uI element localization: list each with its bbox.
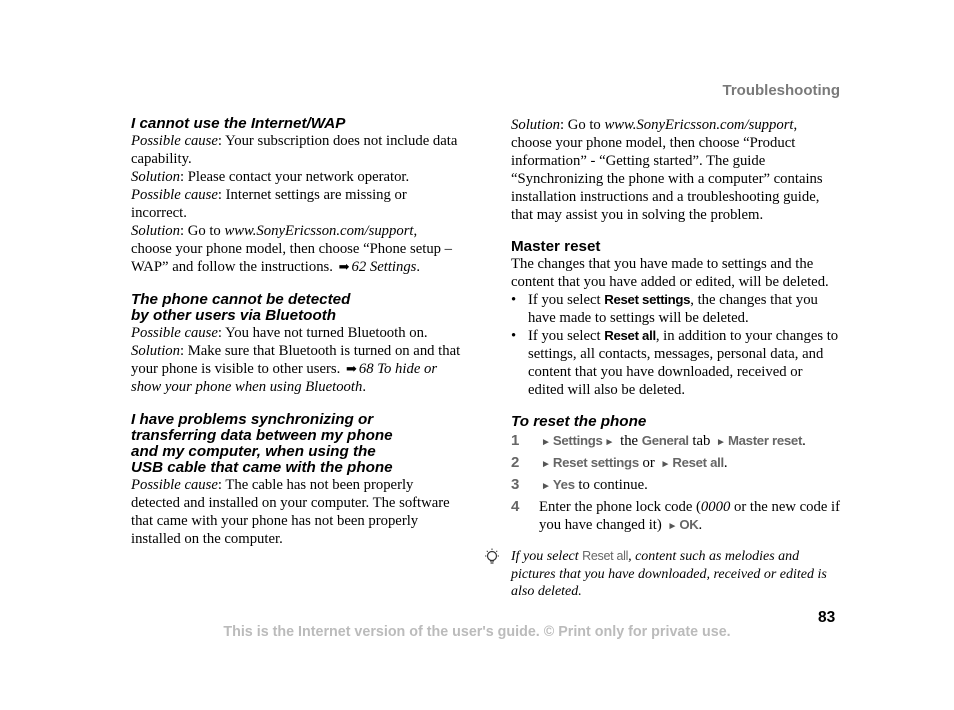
text: : The cable has not been properly detected and installed on your computer. The software that came with your phone has not been properly installed on the computer. xyxy=(131,477,450,547)
section-heading-master-reset: Master reset xyxy=(511,238,601,255)
menu-term: Reset all xyxy=(604,328,656,343)
menu-arrow-icon: ► xyxy=(716,437,726,448)
list-item xyxy=(511,291,841,327)
text: tab xyxy=(688,433,715,449)
section-heading-internet: I cannot use the Internet/WAP xyxy=(131,115,346,132)
lightbulb-tip-icon xyxy=(483,548,511,601)
step-number: 3 xyxy=(511,476,520,493)
text: to continue. xyxy=(574,477,648,493)
text: If you select xyxy=(511,549,583,564)
tip-text xyxy=(511,548,841,601)
text: : Go to xyxy=(179,223,225,239)
text: . xyxy=(723,455,728,471)
text: or xyxy=(638,455,659,471)
internet-cause-1 xyxy=(131,132,461,168)
section-heading-sync xyxy=(131,412,461,476)
bluetooth-solution xyxy=(131,342,461,396)
label: Solution xyxy=(131,343,180,359)
text: . xyxy=(802,433,806,449)
master-reset-intro: The changes that you have made to settings and the content that you have added or edited, will be deleted. xyxy=(511,256,829,290)
menu-arrow-icon: ► xyxy=(667,521,678,532)
menu-term: General xyxy=(641,433,689,448)
step-item xyxy=(511,476,841,496)
list-item xyxy=(511,327,841,399)
step-item xyxy=(511,454,841,474)
right-arrow-reference-icon: ➡ xyxy=(338,259,350,274)
label: Possible cause xyxy=(131,477,218,493)
heading-line: The phone cannot be detected xyxy=(131,291,351,308)
menu-arrow-icon: ► xyxy=(604,437,615,448)
text: Enter the phone lock code ( xyxy=(539,499,701,515)
text: : Make sure that Bluetooth is turned on and that your phone is visible to other users. xyxy=(131,343,461,377)
text: , content such as melodies and pictures that you have downloaded, received or edited is also deleted. xyxy=(511,549,827,599)
text: , choose your phone model, then choose “Phone setup – WAP” and follow the instructions. xyxy=(131,223,453,275)
menu-term: Reset all xyxy=(672,455,724,470)
internet-solution-2 xyxy=(131,222,461,276)
heading-line: USB cable that came with the phone xyxy=(131,459,393,476)
label: Possible cause xyxy=(131,133,218,149)
menu-term: Settings xyxy=(552,433,603,448)
step-text xyxy=(539,476,841,496)
menu-arrow-icon: ► xyxy=(660,459,671,470)
step-item xyxy=(511,432,841,452)
section-heading-bluetooth xyxy=(131,292,461,324)
text: the xyxy=(616,433,642,449)
tip-note xyxy=(483,548,841,601)
page-reference[interactable]: 68 To hide or show your phone when using Bluetooth xyxy=(131,361,438,395)
heading-line: transferring data between my phone xyxy=(131,427,393,444)
heading-line: and my computer, when using the xyxy=(131,443,376,460)
label: Solution xyxy=(131,223,180,239)
text: If you select xyxy=(528,328,605,344)
text: : Please contact your network operator. xyxy=(179,169,410,185)
label: Solution xyxy=(131,169,180,185)
bluetooth-cause xyxy=(131,324,461,342)
menu-term: Yes xyxy=(552,477,575,492)
step-text xyxy=(539,432,841,452)
support-url[interactable]: www.SonyEricsson.com/support xyxy=(604,117,794,133)
text: : You have not turned Bluetooth on. xyxy=(217,325,428,341)
menu-term: Reset all xyxy=(582,549,629,563)
menu-term: Reset settings xyxy=(604,292,691,307)
text: . xyxy=(362,379,366,395)
page-reference[interactable]: 62 Settings xyxy=(351,259,417,275)
text: : Your subscription does not include data capability. xyxy=(131,133,458,167)
menu-arrow-icon: ► xyxy=(541,459,551,470)
step-number: 1 xyxy=(511,432,520,449)
label: Solution xyxy=(511,117,560,133)
text: If you select xyxy=(528,292,605,308)
menu-term: Master reset xyxy=(727,433,803,448)
text: . xyxy=(698,517,703,533)
menu-arrow-icon: ► xyxy=(541,437,551,448)
support-url[interactable]: www.SonyEricsson.com/support xyxy=(224,223,414,239)
page-header-title: Troubleshooting xyxy=(722,82,840,99)
right-column xyxy=(511,116,841,601)
text: or the new code if you have changed it) xyxy=(539,499,841,533)
step-item xyxy=(511,498,841,536)
sync-solution xyxy=(511,116,841,224)
menu-term: Reset settings xyxy=(552,455,639,470)
menu-term: OK xyxy=(679,517,699,532)
text: , in addition to your changes to settings, all contacts, messages, personal data, and content that you have downloaded, received or edited will also be deleted. xyxy=(528,328,839,398)
text: : Go to xyxy=(559,117,605,133)
label: Possible cause xyxy=(131,187,218,203)
sync-cause xyxy=(131,476,461,548)
text: , choose your phone model, then choose “Product information” - “Getting started”. The guide “Synchronizing the phone with a computer” contains installation instructions and a troubleshooting guide, that may assist you in solving the problem. xyxy=(511,117,823,223)
step-text xyxy=(539,498,841,536)
internet-cause-2 xyxy=(131,186,461,222)
text: . xyxy=(416,259,421,275)
footer-notice: This is the Internet version of the user's guide. © Print only for private use. xyxy=(223,624,731,640)
page-number: 83 xyxy=(818,609,836,626)
internet-solution-1 xyxy=(131,168,461,186)
reset-steps xyxy=(511,432,841,536)
step-number: 4 xyxy=(511,498,520,515)
heading-line: by other users via Bluetooth xyxy=(131,307,337,324)
heading-line: I have problems synchronizing or xyxy=(131,411,374,428)
text: , the changes that you have made to settings will be deleted. xyxy=(528,292,818,326)
section-heading-reset-phone: To reset the phone xyxy=(511,413,647,430)
step-number: 2 xyxy=(511,454,520,471)
menu-arrow-icon: ► xyxy=(541,481,551,492)
step-text xyxy=(539,454,841,474)
label: Possible cause xyxy=(131,325,218,341)
lock-code: 0000 xyxy=(700,499,731,515)
right-arrow-reference-icon: ➡ xyxy=(345,361,357,376)
left-column xyxy=(131,116,461,548)
text: : Internet settings are missing or incorrect. xyxy=(131,187,407,221)
master-reset-options xyxy=(511,291,841,399)
